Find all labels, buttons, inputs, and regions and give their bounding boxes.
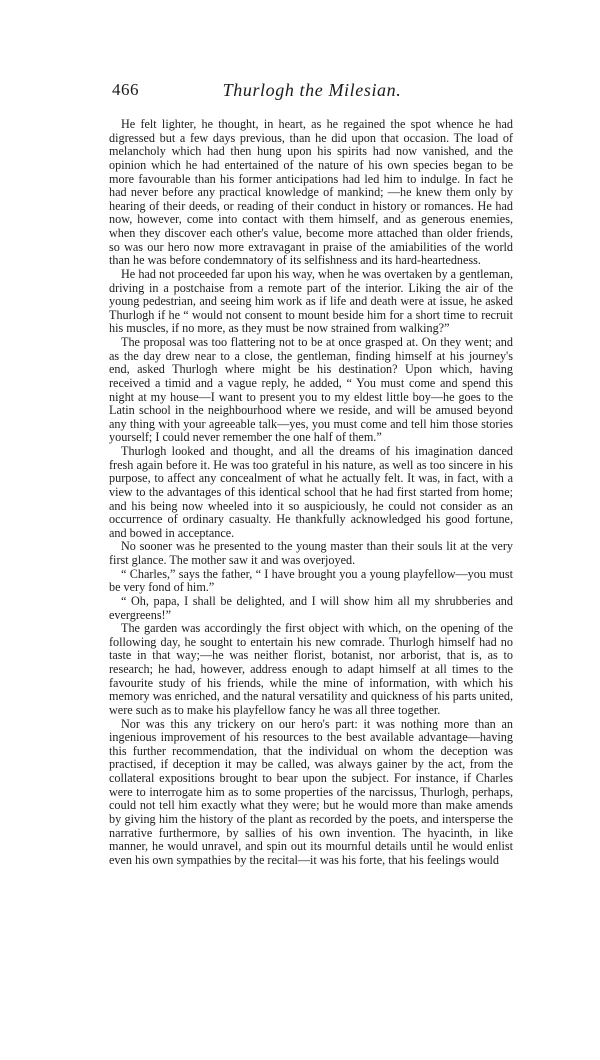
running-title: Thurlogh the Milesian. [222, 80, 402, 100]
paragraph: “ Oh, papa, I shall be delighted, and I will show him all my shrubberies and evergreens!” [109, 593, 513, 622]
paragraph: The garden was accordingly the first object with which, on the opening of the following day, he sought to entertain his new comrade. Thurlogh himself had no taste in that way;—he was neither florist, botanist, nor arborist, that is, as to research; he had, however, address enough to adapt himself at all times to the favourite study of his friends, while the mine of information, with which his memory was enriched, and the natural versatility and quickness of his parts united, were such as to make his playfellow fancy he was all three together. [109, 621, 513, 717]
page-header [112, 80, 512, 104]
paragraph: He felt lighter, he thought, in heart, as he regained the spot whence he had digressed but a few days previous, than he did upon that occasion. The load of melancholy which had then hung upon his spirits had now vanished, and the opinion which he had entertained of the nature of his own species began to be more favourable than his former anticipations had led him to indulge. In fact he had never before any practical knowledge of mankind; —he knew them only by hearing of their deeds, or reading of their conduct in history or romances. He had now, however, come into contact with them himself, and as generous enemies, when they discover each other's value, become more attached than older friends, so was our hero now more extravagant in praise of the amiabilities of the world than he was before condemnatory of its selfishness and its hard-heartedness. [109, 117, 513, 268]
paragraph: He had not proceeded far upon his way, when he was overtaken by a gentleman, driving in a postchaise from a remote part of the interior. Liking the air of the young pedestrian, and seeing him work as if life and death were at issue, he asked Thurlogh if he “ would not consent to mount beside him for a short time to recruit his muscles, if no more, as they must be now strained from walking?” [109, 266, 513, 336]
paragraph: The proposal was too flattering not to be at once grasped at. On they went; and as the day drew near to a close, the gentleman, finding himself at his journey's end, asked Thurlogh where might be his destination? Upon which, having received a timid and a vague reply, he added, “ You must come and spend this night at my house—I want to present you to my eldest little boy—he goes to the Latin school in the neighbourhood where we reside, and will be amused beyond any thing with your agreeable talk—yes, you must come and tell him those stories yourself; I could never remember the one half of them.” [109, 335, 513, 445]
paragraph: Thurlogh looked and thought, and all the dreams of his imagination danced fresh again before it. He was too grateful in his nature, as well as too sincere in his purpose, to affect any concealment of what he actually felt. It was, in fact, with a view to the advantages of this identical school that he had first started from home; and his being now wheeled into it so auspiciously, he could not consider as an occurrence of ordinary casualty. He thankfully acknowledged his good fortune, and bowed in acceptance. [109, 444, 513, 540]
paragraph: “ Charles,” says the father, “ I have brought you a young playfellow—you must be very fond of him.” [109, 566, 513, 595]
page-number: 466 [112, 80, 139, 99]
paragraph: Nor was this any trickery on our hero's part: it was nothing more than an ingenious improvement of his resources to the best available advantage—having this further recommendation, that the individual on whom the deception was practised, if deception it may be called, was always gainer by the act, from the collateral expositions brought to bear upon the subject. For instance, if Charles were to interrogate him as to some properties of the narcissus, Thurlogh, perhaps, could not tell him exactly what they were; but he would more than make amends by giving him the history of the plant as recorded by the poets, and intersperse the narrative furthermore, by sallies of his own invention. The hyacinth, in like manner, he would unravel, and spin out its mournful details until he would enlist even his own sympathies by the recital—it was his forte, that his feelings would [109, 716, 513, 867]
body-text [109, 118, 513, 867]
paragraph: No sooner was he presented to the young master than their souls lit at the very first glance. The mother saw it and was overjoyed. [109, 539, 513, 567]
